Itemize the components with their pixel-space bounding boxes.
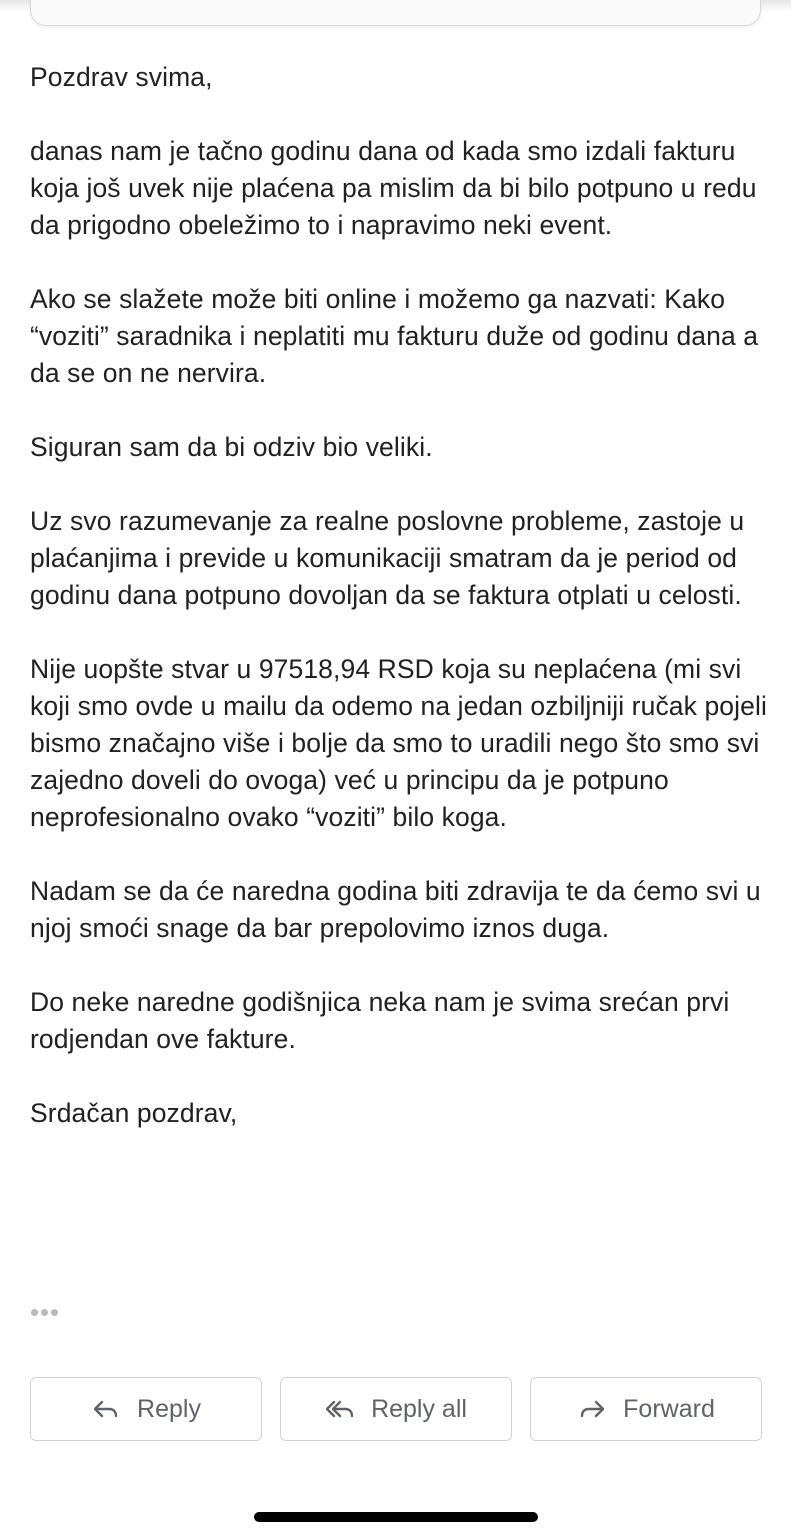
reply-button[interactable] xyxy=(30,1377,262,1441)
paragraph-hope: Nadam se da će naredna godina biti zdravija te da ćemo svi u njoj smoći snage da bar prepolovimo iznos duga. xyxy=(30,876,761,943)
reply-icon xyxy=(91,1397,121,1421)
forward-button[interactable] xyxy=(530,1377,762,1441)
forward-icon xyxy=(577,1397,607,1421)
message-actions xyxy=(30,1377,762,1441)
dot xyxy=(31,1309,38,1316)
paragraph-amount: Nije uopšte stvar u 97518,94 RSD koja su neplaćena (mi svi koji smo ovde u mailu da odemo na jedan ozbiljniji ručak pojeli bismo značajno više i bolje da smo to uradili nego što smo svi zajedno doveli do ovoga) već u principu da je potpuno neprofesionalno ovako “voziti” bilo koga. xyxy=(30,654,767,832)
paragraph-signoff: Srdačan pozdrav, xyxy=(30,1098,238,1128)
home-indicator[interactable] xyxy=(254,1512,538,1522)
dot xyxy=(51,1309,58,1316)
previous-message-card-edge[interactable] xyxy=(30,0,761,26)
paragraph-understanding: Uz svo razumevanje za realne poslovne probleme, zastoje u plaćanjima i previde u komunikaciji smatram da je period od godinu dana potpuno dovoljan da se faktura otplati u celosti. xyxy=(30,506,745,610)
email-body xyxy=(30,59,770,1169)
reply-all-label: Reply all xyxy=(371,1394,467,1423)
paragraph-birthday: Do neke naredne godišnjica neka nam je svima srećan prvi rodjendan ove fakture. xyxy=(30,987,730,1054)
more-horiz-icon[interactable] xyxy=(31,1302,58,1322)
reply-all-button[interactable] xyxy=(280,1377,512,1441)
paragraph-greeting: Pozdrav svima, xyxy=(30,62,213,92)
reply-all-icon xyxy=(325,1397,355,1421)
reply-label: Reply xyxy=(137,1394,201,1423)
dot xyxy=(41,1309,48,1316)
paragraph-anniversary: danas nam je tačno godinu dana od kada smo izdali fakturu koja još uvek nije plaćena pa mislim da bi bilo potpuno u redu da prigodno obeležimo to i napravimo neki event. xyxy=(30,136,757,240)
paragraph-response: Siguran sam da bi odziv bio veliki. xyxy=(30,432,433,462)
paragraph-event-proposal: Ako se slažete može biti online i možemo ga nazvati: Kako “voziti” saradnika i neplatiti mu fakturu duže od godinu dana a da se on ne nervira. xyxy=(30,284,759,388)
forward-label: Forward xyxy=(623,1394,715,1423)
